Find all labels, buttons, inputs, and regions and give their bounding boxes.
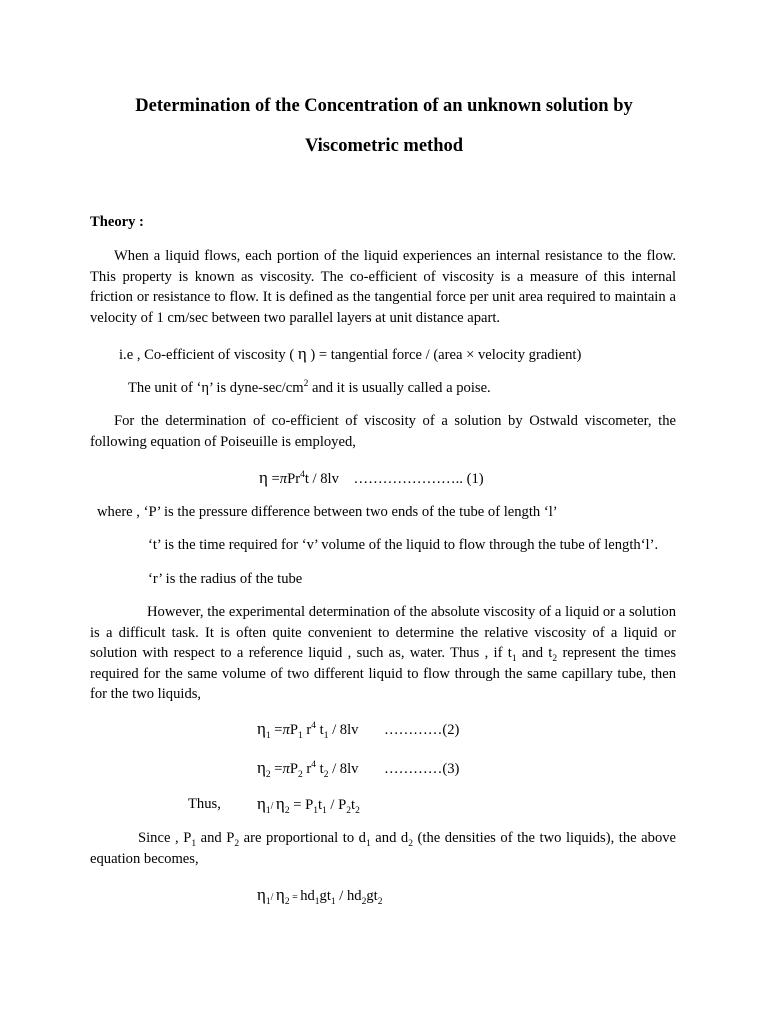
unit-of-viscosity: The unit of ‘η’ is dyne-$\sec/cm^2$ and it is usually called a poise. [128, 379, 491, 396]
equation-density-ratio: $\eta_1/$ $\eta_2 = hd_1gt_1 / hd_2gt_2$ [257, 885, 383, 907]
thus-label: Thus, [188, 796, 221, 812]
equation-2: $\eta_1 =\pi P_1$ $r^4$ $t_1 / 8lv$ …………(2) [257, 719, 460, 741]
coefficient-definition: i.e , Co-efficient of viscosity ( η ) = tangential force / (area × velocity gradient) [119, 344, 582, 363]
where-t-definition: ‘t’ is the time required for ‘v’ volume of the liquid to flow through the tube of length‘l’. [148, 537, 659, 553]
equation-3: $\eta_2 =\pi P_2$ $r^4$ $t_2 / 8lv$ …………(3) [257, 758, 460, 780]
paragraph-viscosity: When a liquid flows, each portion of the liquid experiences an internal resistance to the flow. This property is known as viscosity. The co-efficient of viscosity is a measure of this internal friction or resistance to flow. It is defined as the tangential force per unit area required to maintain a velocity of 1 cm/sec between two parallel layers at unit distance apart. [90, 248, 676, 326]
equation-1: η =πPr$^4$t / 8lv ………………….. (1) [259, 468, 484, 487]
title-line-2: Viscometric method [304, 136, 464, 156]
title-line-1: Determination of the Concentration of an unknown solution by [135, 96, 633, 116]
where-r-definition: ‘r’ is the radius of the tube [148, 571, 303, 587]
paragraph-ostwald: For the determination of co-efficient of viscosity of a solution by Ostwald viscometer, the following equation of Poiseuille is employed, [90, 413, 676, 450]
paragraph-relative-viscosity: However, the experimental determination of the absolute viscosity of a liquid or a solution is a difficult task. It is often quite convenient to determine the relative viscosity of a liquid or solution with respect to a reference liquid , such as, water. Thus , if $t_1$ and $t_2$ represent the times required for the same volume of two different liquid to flow through the same capillary tube, then for the two liquids, [90, 604, 676, 702]
theory-heading: Theory : [90, 214, 144, 230]
where-p-definition: where , ‘P’ is the pressure difference between two ends of the tube of length ‘l’ [97, 504, 558, 520]
equation-ratio: $\eta_1/$ $\eta_2 = P_1t_1 / P_2t_2$ [257, 794, 360, 816]
paragraph-densities: Since , $P_1$ and $P_2$ are proportional to $d_1$ and $d_2$ (the densities of the two liquids), the above equation becomes, [90, 830, 677, 867]
